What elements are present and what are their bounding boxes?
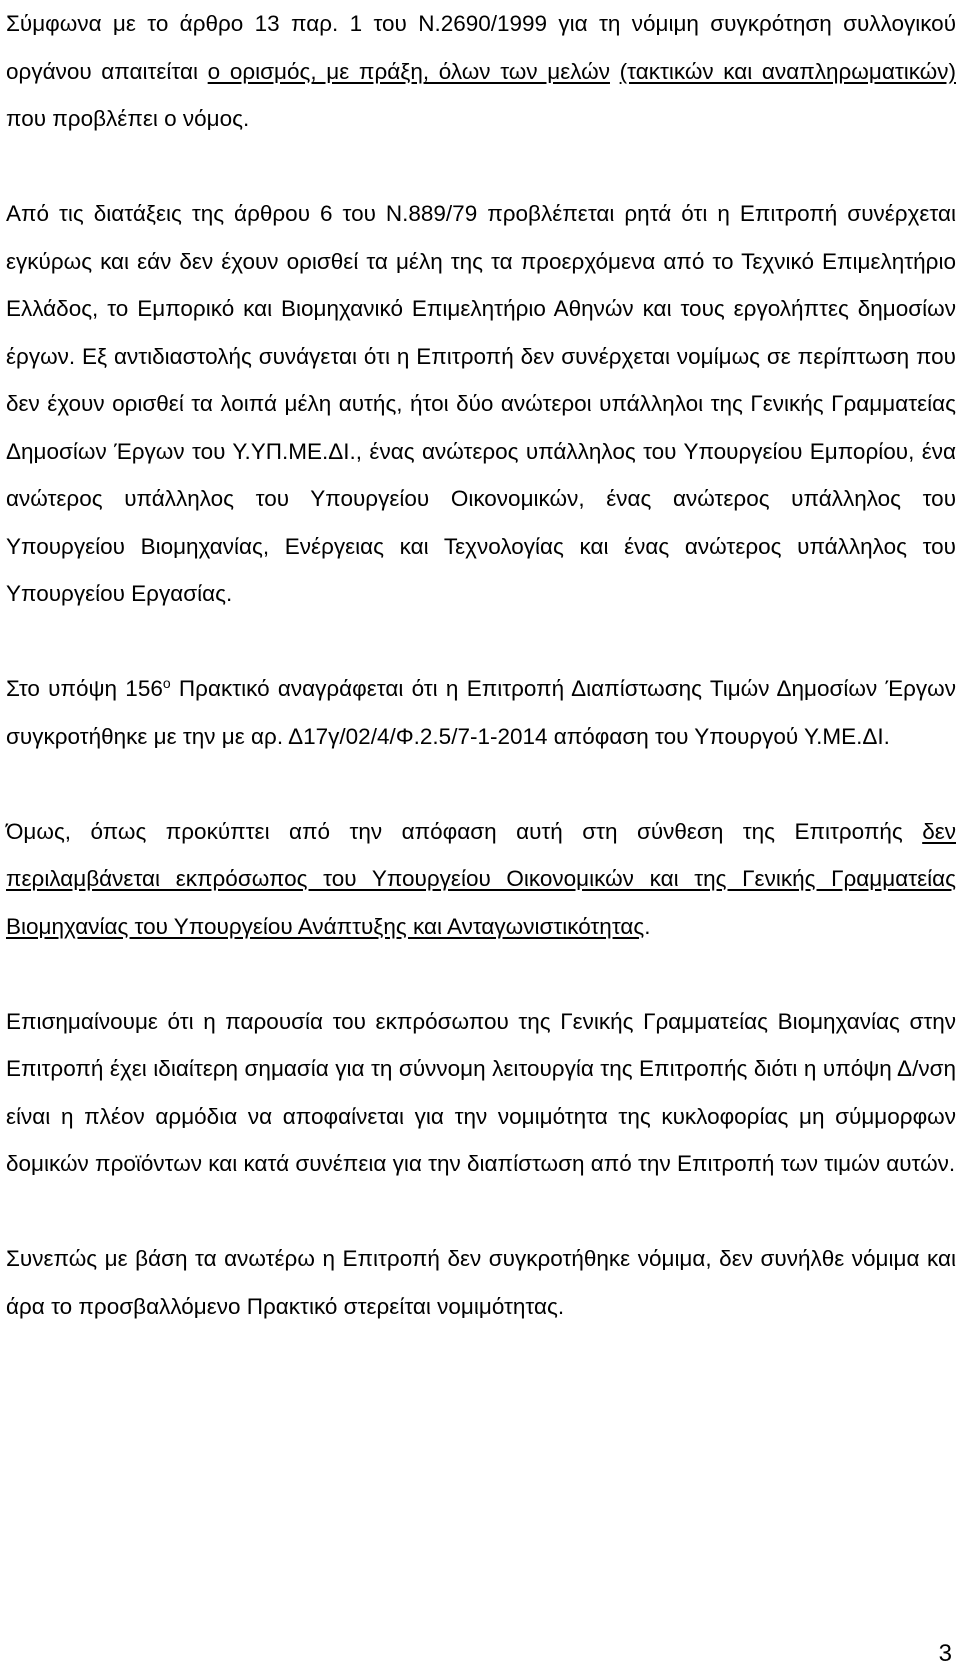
paragraph-spacer: [6, 1188, 956, 1236]
paragraph-spacer: [6, 618, 956, 666]
paragraph-spacer: [6, 760, 956, 808]
superscript-ordinal: ο: [162, 675, 171, 691]
text-segment: που προβλέπει ο νόμος.: [6, 106, 250, 131]
text-segment: Όμως, όπως προκύπτει από την απόφαση αυτή στη σύνθεση της Επιτροπής: [6, 818, 923, 844]
paragraph-legal-requirement: [6, 0, 956, 143]
underlined-text: δεν περιλαμβάνεται εκπρόσωπος του Υπουργείου Οικονομικών και της Γενικής Γραμματείας Βιομηχανίας του Υπουργείου Ανάπτυξης και Ανταγωνιστικότητας: [6, 818, 956, 939]
paragraph-composition: [6, 808, 956, 951]
document-body: [6, 0, 956, 1330]
paragraph-spacer: [6, 143, 956, 191]
underlined-text: ο ορισμός, με πράξη, όλων των μελών: [207, 58, 610, 84]
text-segment: Πρακτικό αναγράφεται ότι η Επιτροπή Διαπίστωσης Τιμών Δημοσίων Έργων συγκροτήθηκε με την με αρ. Δ17γ/02/4/Φ.2.5/7-1-2014 απόφαση του Υπουργού Υ.ΜΕ.ΔΙ.: [6, 676, 956, 749]
paragraph-conclusion: Συνεπώς με βάση τα ανωτέρω η Επιτροπή δεν συγκροτήθηκε νόμιμα, δεν συνήλθε νόμιμα και άρα το προσβαλλόμενο Πρακτικό στερείται νομιμότητας.: [6, 1246, 956, 1319]
page-number: 3: [938, 1640, 952, 1667]
underlined-text: (τακτικών και αναπληρωματικών): [619, 58, 956, 84]
text-segment: Στο υπόψη 156: [6, 676, 163, 701]
paragraph-importance: Επισημαίνουμε ότι η παρουσία του εκπρόσωπου της Γενικής Γραμματείας Βιομηχανίας στην Επιτροπή έχει ιδιαίτερη σημασία για τη σύννομη λειτουργία της Επιτροπής διότι η υπόψη Δ/νση είναι η πλέον αρμόδια να αποφαίνεται για την νομιμότητα της κυκλοφορίας μη σύμμορφων δομικών προϊόντων και κατά συνέπεια για την διαπίστωση από την Επιτροπή των τιμών αυτών.: [6, 1008, 956, 1176]
paragraph-minutes-156: [6, 665, 956, 760]
paragraph-article-6: Από τις διατάξεις της άρθρου 6 του Ν.889/79 προβλέπεται ρητά ότι η Επιτροπή συνέρχεται εγκύρως και εάν δεν έχουν ορισθεί τα μέλη της τα προερχόμενα από το Τεχνικό Επιμελητήριο Ελλάδος, το Εμπορικό και Βιομηχανικό Επιμελητήριο Αθηνών και τους εργολήπτες δημοσίων έργων. Εξ αντιδιαστολής συνάγεται ότι η Επιτροπή δεν συνέρχεται νομίμως σε περίπτωση που δεν έχουν ορισθεί τα λοιπά μέλη αυτής, ήτοι δύο ανώτεροι υπάλληλοι της Γενικής Γραμματείας Δημοσίων Έργων του Υ.ΥΠ.ΜΕ.ΔΙ., ένας ανώτερος υπάλληλος του Υπουργείου Εμπορίου, ένα ανώτερος υπάλληλος του Υπουργείου Οικονομικών, ένας ανώτερος υπάλληλος του Υπουργείου Βιομηχανίας, Ενέργειας και Τεχνολογίας και ένας ανώτερος υπάλληλος του Υπουργείου Εργασίας.: [6, 201, 956, 606]
paragraph-spacer: [6, 950, 956, 998]
text-segment: [610, 59, 620, 84]
text-segment: Σύμφωνα με το άρθρο 13 παρ. 1 του Ν.2690/1999 για τη νόμιμη συγκρότηση συλλογικού οργάνου απαιτείται: [6, 11, 956, 84]
text-segment: .: [644, 913, 651, 939]
